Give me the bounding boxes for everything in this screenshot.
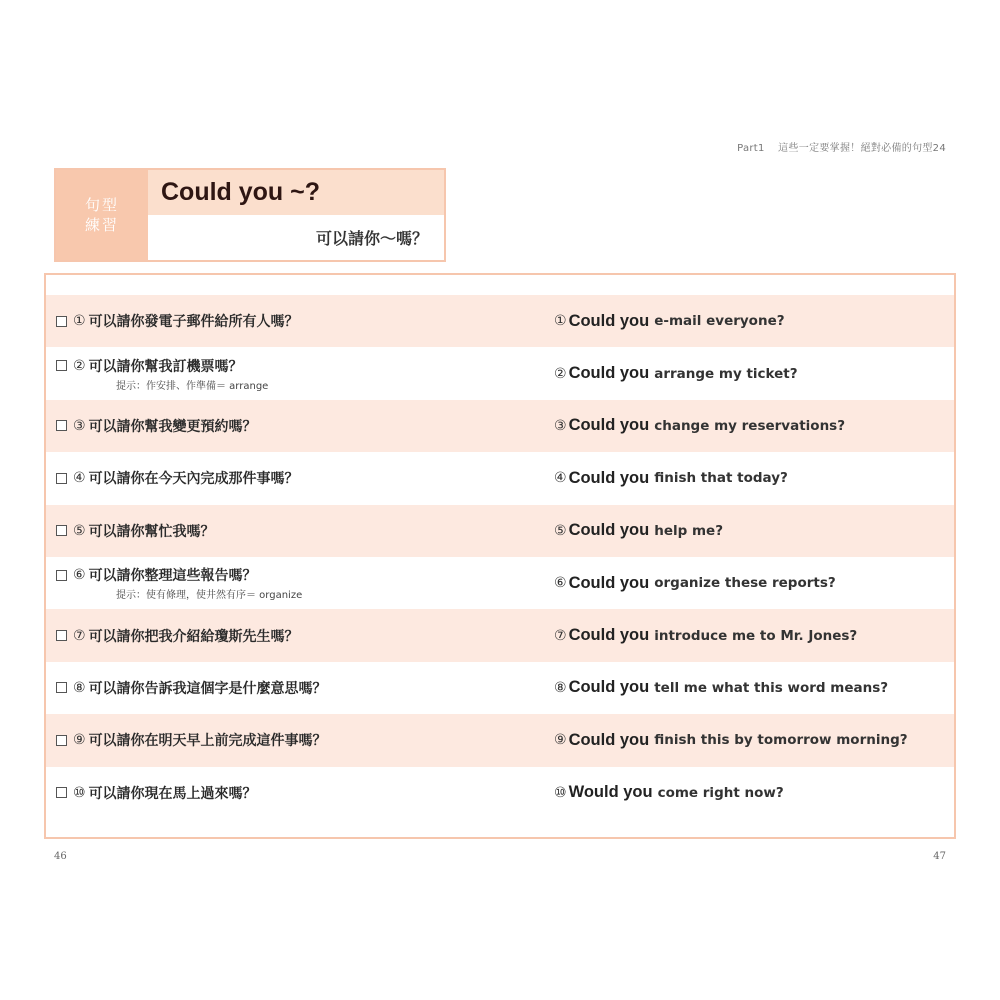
checkbox-icon[interactable] xyxy=(56,787,67,798)
exercise-prompt-line xyxy=(56,678,546,698)
exercise-answer xyxy=(554,347,798,399)
running-head xyxy=(737,139,946,154)
exercise-chinese: 可以請你幫我變更預約嗎？ xyxy=(88,418,257,435)
practice-tag-line2: 練習 xyxy=(84,216,119,234)
exercise-prompt xyxy=(56,557,546,609)
answer-pattern: Could you xyxy=(568,468,650,487)
exercise-hint: 提示：作安排、作準備＝ arrange xyxy=(116,380,269,392)
exercise-prompt xyxy=(56,609,546,661)
exercise-chinese: 可以請你現在馬上過來嗎？ xyxy=(88,785,257,802)
exercise-number: ⑥ xyxy=(73,567,86,584)
answer-number: ⑧ xyxy=(554,679,567,696)
exercise-chinese: 可以請你發電子郵件給所有人嗎？ xyxy=(88,314,299,331)
exercise-answer xyxy=(554,452,788,504)
exercise-row xyxy=(46,767,954,819)
checkbox-icon[interactable] xyxy=(56,525,67,536)
checkbox-icon[interactable] xyxy=(56,360,67,371)
exercise-prompt xyxy=(56,505,546,557)
answer-rest: change my reservations? xyxy=(654,417,846,434)
answer-pattern: Would you xyxy=(568,783,653,802)
exercise-prompt-line xyxy=(56,730,546,750)
exercise-answer xyxy=(554,609,857,661)
exercise-row xyxy=(46,347,954,399)
exercise-chinese: 可以請你在今天內完成那件事嗎？ xyxy=(88,471,299,488)
exercise-number: ⑨ xyxy=(73,732,86,749)
exercise-prompt-line xyxy=(56,626,546,646)
checkbox-icon[interactable] xyxy=(56,420,67,431)
exercise-chinese: 可以請你幫忙我嗎？ xyxy=(88,523,215,540)
exercise-chinese: 可以請你告訴我這個字是什麼意思嗎？ xyxy=(88,680,327,697)
exercise-row xyxy=(46,400,954,452)
exercise-prompt-line xyxy=(56,468,546,488)
exercise-answer xyxy=(554,400,845,452)
pattern-header xyxy=(54,168,446,262)
exercise-prompt xyxy=(56,295,546,347)
page-number-left: 46 xyxy=(54,851,67,862)
answer-number: ③ xyxy=(554,417,567,434)
answer-number: ⑥ xyxy=(554,575,567,592)
exercise-prompt xyxy=(56,452,546,504)
answer-rest: introduce me to Mr. Jones? xyxy=(654,627,858,644)
running-head-part: Part1 xyxy=(737,143,765,154)
exercise-answer xyxy=(554,767,784,819)
practice-tag-line1: 句型 xyxy=(84,196,119,214)
exercise-chinese: 可以請你整理這些報告嗎？ xyxy=(88,568,257,585)
answer-number: ① xyxy=(554,313,567,330)
exercise-chinese: 可以請你幫我訂機票嗎？ xyxy=(88,358,243,375)
page-number-right: 47 xyxy=(933,851,946,862)
answer-number: ⑦ xyxy=(554,627,567,644)
answer-pattern: Could you xyxy=(568,364,650,383)
answer-rest: finish that today? xyxy=(654,470,788,487)
exercise-row xyxy=(46,557,954,609)
exercise-number: ④ xyxy=(73,470,86,487)
checkbox-icon[interactable] xyxy=(56,473,67,484)
answer-rest: help me? xyxy=(654,522,724,539)
exercise-prompt xyxy=(56,400,546,452)
answer-pattern: Could you xyxy=(568,573,650,592)
exercise-prompt-line xyxy=(56,356,546,376)
checkbox-icon[interactable] xyxy=(56,630,67,641)
answer-number: ② xyxy=(554,365,567,382)
exercise-number: ② xyxy=(73,357,86,374)
exercise-prompt-line xyxy=(56,416,546,436)
exercise-prompt xyxy=(56,767,546,819)
checkbox-icon[interactable] xyxy=(56,735,67,746)
answer-number: ④ xyxy=(554,470,567,487)
exercise-number: ⑧ xyxy=(73,679,86,696)
exercise-row xyxy=(46,609,954,661)
exercise-prompt-line xyxy=(56,521,546,541)
exercise-number: ③ xyxy=(73,417,86,434)
answer-pattern: Could you xyxy=(568,311,650,330)
answer-pattern: Could you xyxy=(568,678,650,697)
exercise-number: ① xyxy=(73,313,86,330)
exercise-prompt-line xyxy=(56,783,546,803)
exercise-answer xyxy=(554,295,785,347)
exercise-prompt xyxy=(56,714,546,766)
pattern-chinese: 可以請你～嗎？ xyxy=(315,229,428,248)
exercise-answer xyxy=(554,714,908,766)
exercise-rows xyxy=(46,295,954,819)
exercise-answer xyxy=(554,557,836,609)
exercise-row xyxy=(46,714,954,766)
pattern-title-block xyxy=(148,170,444,260)
exercise-hint: 提示：使有條理，使井然有序＝ organize xyxy=(116,590,303,602)
exercise-row xyxy=(46,662,954,714)
answer-number: ⑤ xyxy=(554,522,567,539)
answer-rest: tell me what this word means? xyxy=(654,679,889,696)
exercise-chinese: 可以請你把我介紹給瓊斯先生嗎？ xyxy=(88,628,299,645)
exercise-answer xyxy=(554,505,723,557)
exercise-prompt xyxy=(56,347,546,399)
answer-rest: e-mail everyone? xyxy=(654,313,785,330)
answer-number: ⑩ xyxy=(554,784,567,801)
exercise-prompt xyxy=(56,662,546,714)
answer-pattern: Could you xyxy=(568,416,650,435)
answer-rest: finish this by tomorrow morning? xyxy=(654,732,908,749)
exercise-row xyxy=(46,452,954,504)
pattern-english: Could you ~? xyxy=(148,170,444,215)
exercise-answer xyxy=(554,662,888,714)
exercise-number: ⑩ xyxy=(73,784,86,801)
exercise-prompt-line xyxy=(56,565,546,585)
answer-pattern: Could you xyxy=(568,730,650,749)
exercise-row xyxy=(46,505,954,557)
answer-pattern: Could you xyxy=(568,521,650,540)
answer-rest: come right now? xyxy=(657,784,784,801)
checkbox-icon[interactable] xyxy=(56,316,67,327)
answer-rest: organize these reports? xyxy=(654,575,836,592)
answer-pattern: Could you xyxy=(568,626,650,645)
checkbox-icon[interactable] xyxy=(56,682,67,693)
practice-tag xyxy=(56,170,148,260)
exercise-row xyxy=(46,295,954,347)
checkbox-icon[interactable] xyxy=(56,570,67,581)
exercise-chinese: 可以請你在明天早上前完成這件事嗎？ xyxy=(88,733,327,750)
answer-rest: arrange my ticket? xyxy=(654,365,798,382)
exercise-prompt-line xyxy=(56,311,546,331)
exercise-table xyxy=(44,273,956,839)
exercise-number: ⑤ xyxy=(73,522,86,539)
answer-number: ⑨ xyxy=(554,732,567,749)
exercise-number: ⑦ xyxy=(73,627,86,644)
running-head-title: 這些一定要掌握！絕對必備的句型24 xyxy=(778,143,946,154)
